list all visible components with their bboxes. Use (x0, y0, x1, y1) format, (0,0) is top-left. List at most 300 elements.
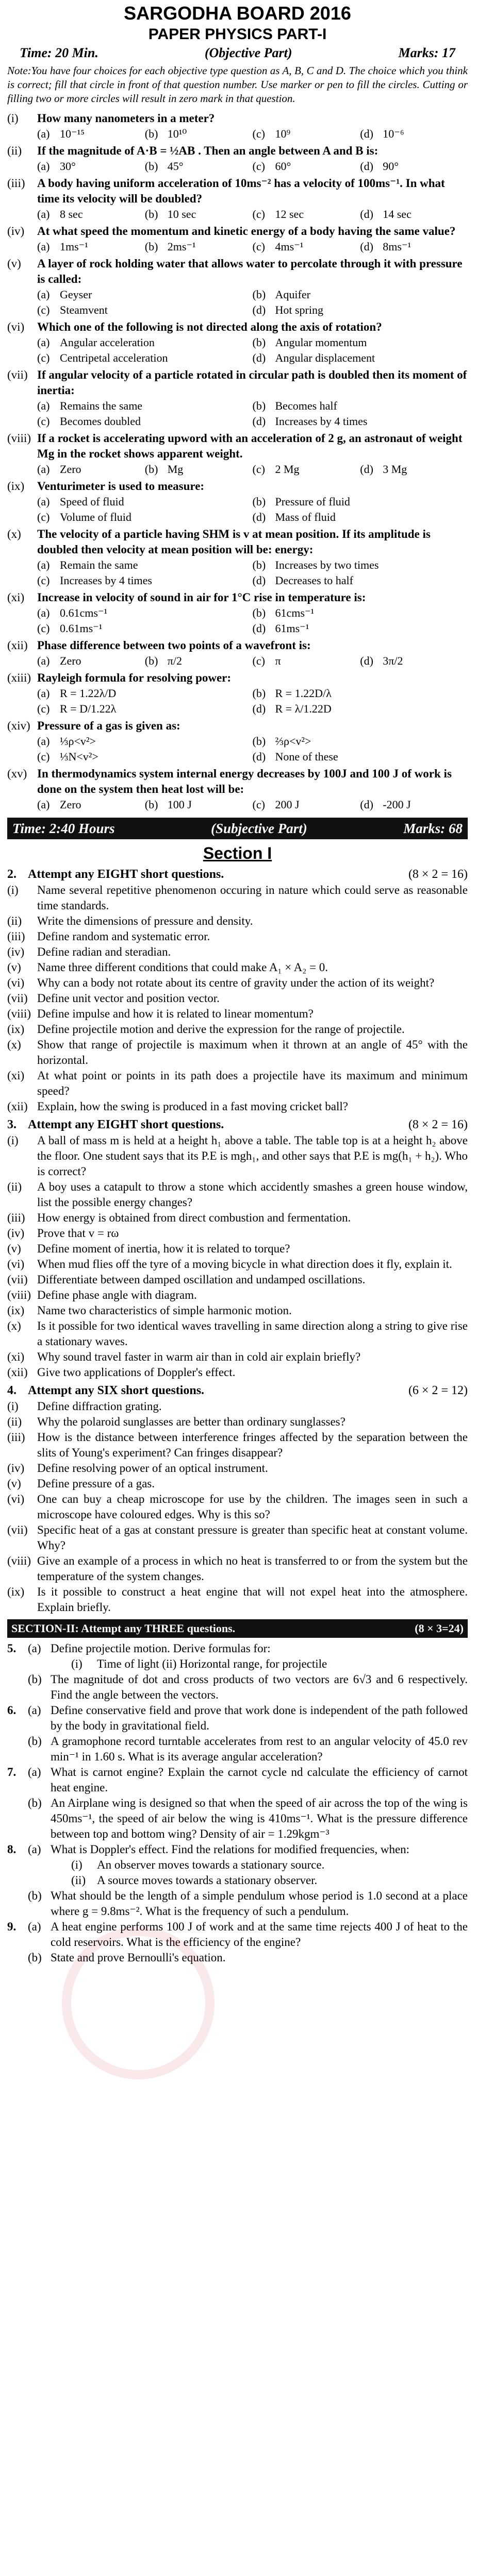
option-letter: (b) (252, 687, 266, 700)
item-number: (x) (7, 1038, 21, 1051)
part-letter: (a) (28, 1843, 41, 1856)
mcq-text: If angular velocity of a particle rotated in circular path is doubled then its moment of inertia: (37, 368, 467, 397)
mcq-option (37, 573, 253, 588)
board-title: SARGODHA BOARD 2016 (124, 3, 351, 24)
short-question-item (7, 1365, 468, 1380)
mcq-text: If the magnitude of A·B = ½AB . Then an angle between A and B is: (37, 144, 379, 157)
option-text: 10⁻⁶ (383, 127, 404, 140)
long-question-part (7, 1888, 468, 1919)
option-text: 90° (383, 160, 399, 173)
question-instruction: Attempt any SIX short questions. (28, 1384, 205, 1397)
option-letter: (b) (144, 160, 158, 173)
mcq-option (253, 653, 360, 669)
long-question-number (7, 1734, 28, 1765)
option-letter: (c) (252, 240, 265, 253)
mcq-option (253, 126, 360, 142)
option-letter: (c) (37, 574, 50, 587)
option-text: Decreases to half (275, 574, 353, 587)
mcq-question (7, 766, 468, 797)
mcq-option (145, 653, 253, 669)
short-question-item (7, 1476, 468, 1492)
item-text: Define random and systematic error. (37, 930, 210, 943)
mcq-question (7, 256, 468, 287)
mcq-option (37, 621, 253, 636)
short-question-item (7, 1414, 468, 1430)
part-letter: (b) (28, 1673, 42, 1686)
mcq-option (37, 494, 253, 510)
item-number: (iii) (7, 930, 25, 943)
item-text: One can buy a cheap microscope for use by the children. The images seen in such a microscope have coloured edges. Why is this so? (37, 1493, 468, 1521)
mcq-question (7, 527, 468, 557)
short-question-item (7, 1226, 468, 1241)
option-letter: (c) (252, 160, 265, 173)
option-text: Remains the same (60, 399, 143, 412)
option-text: 61cms⁻¹ (275, 606, 315, 619)
item-number: (iv) (7, 1462, 25, 1475)
sub-part-number: (i) (71, 1657, 83, 1670)
subjective-marks: Marks: 68 (403, 821, 463, 836)
paper-title: PAPER PHYSICS PART-I (148, 26, 327, 43)
long-question-number (7, 1672, 28, 1703)
question-instruction: Attempt any EIGHT short questions. (28, 868, 224, 881)
option-text: Aquifer (275, 288, 310, 301)
item-number: (viii) (7, 1289, 31, 1301)
mcq-option (37, 701, 253, 717)
short-question-heading (7, 866, 468, 883)
item-number: (v) (7, 1242, 21, 1255)
item-number: (ii) (7, 914, 22, 927)
option-text: 60° (275, 160, 291, 173)
mcq-number: (xi) (7, 591, 25, 604)
short-question-item (7, 1068, 468, 1099)
option-text: Centripetal acceleration (60, 351, 168, 364)
option-text: 8 sec (60, 208, 83, 221)
mcq-number: (i) (7, 112, 19, 125)
option-text: ⅓N<v²> (60, 750, 98, 763)
item-text: How is the distance between interference fringes affected by the separation between the slits of Young's experiment? Can fringes disappear? (37, 1431, 468, 1459)
mcq-question (7, 111, 468, 126)
option-text: Increases by two times (275, 558, 379, 571)
mcq-question (7, 590, 468, 605)
item-text: Why can a body not rotate about its centre of gravity under the action of its weight? (37, 976, 435, 989)
option-text: R = D/1.22λ (60, 702, 117, 715)
short-question-item (7, 1399, 468, 1414)
mcq-text: Which one of the following is not directed along the axis of rotation? (37, 320, 382, 333)
short-question-item (7, 1349, 468, 1365)
item-number: (vi) (7, 1493, 25, 1505)
mcq-option (145, 239, 253, 255)
mcq-text: Phase difference between two points of a wavefront is: (37, 639, 311, 652)
mcq-option (253, 159, 360, 174)
part-letter: (a) (28, 1704, 41, 1717)
option-text: R = λ/1.22D (275, 702, 332, 715)
objective-marks: Marks: 17 (398, 45, 455, 60)
mcq-question (7, 143, 468, 159)
mcq-option (253, 302, 468, 318)
item-text: When mud flies off the tyre of a moving bicycle in what direction does it fly, explain it. (37, 1258, 452, 1270)
option-letter: (b) (144, 127, 158, 140)
mcq-option (145, 126, 253, 142)
option-letter: (b) (252, 735, 266, 748)
item-text: Define moment of inertia, how it is related to torque? (37, 1242, 290, 1255)
part-text: The magnitude of dot and cross products of two vectors are 6√3 and 6 respectively. Find the angle between the vectors. (51, 1673, 468, 1701)
mcq-number: (iii) (7, 177, 25, 190)
item-text: At what point or points in its path does a projectile have its maximum and minimum speed? (37, 1069, 468, 1097)
question-2-block (7, 866, 468, 1114)
short-question-item (7, 1099, 468, 1114)
short-question-item (7, 1318, 468, 1349)
section-2-banner (7, 1619, 468, 1638)
short-question-item (7, 1553, 468, 1584)
short-question-heading (7, 1382, 468, 1399)
item-text: Define diffraction grating. (37, 1400, 162, 1413)
long-question-part (7, 1765, 468, 1795)
item-text: Is it possible to construct a heat engine that will not expel heat into the atmosphere. Explain briefly. (37, 1585, 468, 1614)
mcq-text: Pressure of a gas is given as: (37, 719, 180, 732)
mcq-question (7, 479, 468, 494)
option-letter: (b) (252, 606, 266, 619)
option-letter: (b) (144, 240, 158, 253)
mcq-option (253, 621, 468, 636)
short-question-item (7, 1492, 468, 1522)
mcq-option (360, 126, 468, 142)
part-text: Define projectile motion. Derive formulas for: (51, 1642, 271, 1655)
option-text: 30° (60, 160, 76, 173)
option-letter: (a) (37, 399, 50, 412)
short-question-item (7, 883, 468, 913)
mcq-option (253, 557, 468, 573)
item-text: Name several repetitive phenomenon occuring in nature which could serve as reasonable time standards. (37, 884, 468, 912)
mcq-option (37, 462, 145, 477)
mcq-option (37, 653, 145, 669)
option-text: Angular momentum (275, 336, 367, 349)
option-letter: (a) (37, 336, 50, 349)
option-text: R = 1.22D/λ (275, 687, 332, 700)
option-text: π (275, 654, 281, 667)
option-text: Zero (60, 798, 81, 811)
mcq-options (7, 287, 468, 318)
option-text: ⅓ρ<v²> (60, 735, 96, 748)
item-text: Name three different conditions that could make A₁ × A₂ = 0. (37, 961, 328, 974)
sub-part-text: An observer moves towards a stationary source. (97, 1858, 325, 1871)
short-question-item (7, 1133, 468, 1179)
mcq-option (253, 605, 468, 621)
sub-part-text: A source moves towards a stationary observer. (97, 1874, 318, 1887)
mcq-text: A body having uniform acceleration of 10ms⁻² has a velocity of 100ms⁻¹. In what time its velocity will be doubled? (37, 177, 445, 205)
subjective-banner (7, 818, 468, 839)
option-letter: (a) (37, 654, 50, 667)
option-text: Volume of fluid (60, 511, 131, 523)
item-text: Specific heat of a gas at constant pressure is greater than specific heat at constant volume. Why? (37, 1523, 468, 1552)
mcq-option (145, 462, 253, 477)
option-letter: (c) (37, 622, 50, 635)
part-letter: (b) (28, 1735, 42, 1748)
option-letter: (d) (360, 160, 373, 173)
mcq-option (253, 335, 468, 350)
option-letter: (c) (252, 127, 265, 140)
option-text: Geyser (60, 288, 92, 301)
short-question-item (7, 960, 468, 975)
short-question-item (7, 1006, 468, 1022)
mcq-options (7, 126, 468, 142)
question-marks: (8 × 2 = 16) (408, 1118, 468, 1131)
option-letter: (c) (252, 654, 265, 667)
item-number: (xii) (7, 1100, 28, 1113)
option-letter: (d) (360, 240, 373, 253)
option-text: -200 J (383, 798, 411, 811)
mcq-text: The velocity of a particle having SHM is v at mean position. If its amplitude is doubled then velocity at mean position will be: energy: (37, 528, 431, 556)
mcq-list (7, 111, 468, 812)
mcq-option (37, 287, 253, 302)
item-number: (xii) (7, 1366, 28, 1379)
part-letter: (a) (28, 1766, 41, 1778)
item-text: Give two applications of Doppler's effect. (37, 1366, 236, 1379)
option-letter: (b) (252, 399, 266, 412)
option-text: Mass of fluid (275, 511, 336, 523)
part-letter: (b) (28, 1889, 42, 1902)
option-letter: (a) (37, 160, 50, 173)
option-text: Steamvent (60, 303, 108, 316)
part-letter: (b) (28, 1797, 42, 1809)
short-question-item (7, 975, 468, 991)
mcq-options (7, 653, 468, 669)
mcq-option (253, 494, 468, 510)
mcq-text: A layer of rock holding water that allows water to percolate through it with pressure is called: (37, 257, 463, 285)
option-text: Pressure of fluid (275, 495, 350, 508)
short-question-item (7, 991, 468, 1006)
option-text: 0.61cms⁻¹ (60, 606, 108, 619)
mcq-option (145, 797, 253, 812)
mcq-option (253, 207, 360, 222)
mcq-option (253, 462, 360, 477)
question-marks: (8 × 2 = 16) (408, 868, 468, 881)
mcq-question (7, 224, 468, 239)
long-question-part (7, 1703, 468, 1734)
short-question-item (7, 1022, 468, 1037)
item-number: (iii) (7, 1431, 25, 1444)
item-text: Show that range of projectile is maximum when it thrown at an angle of 45° with the horizontal. (37, 1038, 468, 1066)
short-question-item (7, 1257, 468, 1272)
mcq-number: (ii) (7, 144, 22, 157)
mcq-number: (vii) (7, 368, 28, 381)
mcq-option (253, 797, 360, 812)
item-text: A ball of mass m is held at a height h₁ above a table. The table top is at a height h₂ above the floor. One student says that its P.E is mgh₁, and other says that P.E is mg(h₁ + h₂). Who is correct? (37, 1134, 468, 1178)
long-question-part (7, 1672, 468, 1703)
long-question-number: 6. (7, 1704, 17, 1717)
mcq-option (253, 398, 468, 414)
item-text: Write the dimensions of pressure and density. (37, 914, 253, 927)
part-letter: (b) (28, 1951, 42, 1964)
mcq-option (37, 414, 253, 429)
option-letter: (a) (37, 558, 50, 571)
short-question-item (7, 913, 468, 929)
mcq-option (145, 207, 253, 222)
option-text: 2ms⁻¹ (167, 240, 196, 253)
section-1-title: Section I (203, 844, 272, 862)
option-text: 61ms⁻¹ (275, 622, 309, 635)
subjective-time: Time: 2:40 Hours (12, 821, 115, 836)
option-text: 0.61ms⁻¹ (60, 622, 103, 635)
mcq-options (7, 239, 468, 255)
item-text: Differentiate between damped oscillation and undamped oscillations. (37, 1273, 366, 1286)
long-question-part (7, 1950, 468, 1965)
option-letter: (c) (37, 303, 50, 316)
instructions-note: Note:You have four choices for each objective type question as A, B, C and D. The choice which you think is correct; fill that circle in front of that question number. Use marker or pen to fill the circles. Cutting or filling two or more circles will result in zero mark in that question. (7, 64, 468, 105)
mcq-option (37, 126, 145, 142)
option-letter: (d) (252, 511, 266, 523)
mcq-options (7, 605, 468, 636)
item-text: Define radian and steradian. (37, 945, 171, 958)
mcq-number: (viii) (7, 432, 31, 445)
mcq-option (253, 749, 468, 765)
option-letter: (c) (37, 511, 50, 523)
item-number: (ii) (7, 1180, 22, 1193)
part-text: State and prove Bernoulli's equation. (51, 1951, 226, 1964)
option-text: ⅔ρ<v²> (275, 735, 311, 748)
option-letter: (a) (37, 495, 50, 508)
option-text: 3 Mg (383, 463, 407, 476)
mcq-option (37, 734, 253, 749)
option-letter: (c) (37, 415, 50, 428)
sub-part (7, 1873, 468, 1888)
mcq-option (253, 239, 360, 255)
mcq-option (37, 239, 145, 255)
mcq-option (37, 335, 253, 350)
part-text: What is Doppler's effect. Find the relations for modified frequencies, when: (51, 1843, 410, 1856)
item-text: Give an example of a process in which no heat is transferred to or from the system but the temperature of the system changes. (37, 1554, 468, 1583)
option-text: π/2 (167, 654, 182, 667)
mcq-question (7, 176, 468, 207)
option-letter: (c) (252, 798, 265, 811)
option-letter: (d) (360, 463, 373, 476)
option-letter: (d) (252, 303, 266, 316)
mcq-option (253, 573, 468, 588)
mcq-option (360, 159, 468, 174)
mcq-question (7, 431, 468, 462)
long-question-number: 8. (7, 1843, 17, 1856)
item-number: (viii) (7, 1554, 31, 1567)
option-letter: (d) (252, 622, 266, 635)
short-question-item (7, 1272, 468, 1287)
long-question-part (7, 1641, 468, 1656)
sub-part (7, 1656, 468, 1672)
option-text: Remain the same (60, 558, 138, 571)
short-question-item (7, 1241, 468, 1257)
item-number: (ix) (7, 1585, 25, 1598)
option-letter: (a) (37, 127, 50, 140)
mcq-number: (xiii) (7, 671, 31, 684)
mcq-number: (xiv) (7, 719, 30, 732)
long-question-part (7, 1734, 468, 1765)
mcq-option (253, 701, 468, 717)
part-text: A gramophone record turntable accelerates from rest to an angular velocity of 45.0 rev min⁻¹ in 1.60 s. What is its average angular acceleration? (51, 1735, 468, 1763)
long-question-number (7, 1888, 28, 1919)
short-question-item (7, 1179, 468, 1210)
mcq-option (37, 749, 253, 765)
option-letter: (a) (37, 208, 50, 221)
mcq-number: (xii) (7, 639, 28, 652)
option-letter: (a) (37, 288, 50, 301)
item-number: (i) (7, 1400, 19, 1413)
mcq-text: Increase in velocity of sound in air for 1°C rise in temperature is: (37, 591, 366, 604)
long-question-part (7, 1842, 468, 1857)
mcq-option (253, 734, 468, 749)
option-letter: (b) (252, 336, 266, 349)
mcq-text: At what speed the momentum and kinetic energy of a body having the same value? (37, 225, 456, 238)
item-number: (i) (7, 1134, 19, 1147)
objective-time: Time: 20 Min. (20, 45, 98, 60)
mcq-number: (vi) (7, 320, 25, 333)
option-text: R = 1.22λ/D (60, 687, 117, 700)
mcq-options (7, 159, 468, 174)
mcq-question (7, 319, 468, 335)
part-text: What should be the length of a simple pendulum whose period is 1.0 second at a place where g = 9.8ms⁻². What is the frequency of such a pendulum. (51, 1889, 468, 1918)
objective-meta (7, 44, 468, 62)
mcq-number: (iv) (7, 225, 25, 238)
option-letter: (b) (252, 288, 266, 301)
mcq-options (7, 734, 468, 765)
item-number: (iii) (7, 1211, 25, 1224)
option-text: 10¹⁰ (167, 127, 187, 140)
mcq-option (145, 159, 253, 174)
option-text: Increases by 4 times (60, 574, 152, 587)
sub-part (7, 1857, 468, 1873)
mcq-option (253, 414, 468, 429)
option-letter: (c) (37, 750, 50, 763)
item-number: (v) (7, 961, 21, 974)
option-letter: (c) (252, 208, 265, 221)
item-number: (vii) (7, 1523, 28, 1536)
section-2-title: SECTION-II: Attempt any THREE questions. (11, 1622, 236, 1635)
option-letter: (a) (37, 240, 50, 253)
item-number: (v) (7, 1477, 21, 1490)
item-text: How energy is obtained from direct combustion and fermentation. (37, 1211, 351, 1224)
mcq-text: In thermodynamics system internal energy decreases by 100J and 100 J of work is done on the system then heat lost will be: (37, 767, 452, 795)
option-text: Mg (167, 463, 184, 476)
mcq-options (7, 207, 468, 222)
item-number: (xi) (7, 1069, 25, 1082)
mcq-options (7, 686, 468, 717)
option-letter: (d) (360, 798, 373, 811)
question-number: 2. (7, 868, 17, 881)
mcq-option (253, 287, 468, 302)
mcq-options (7, 462, 468, 477)
option-text: 200 J (275, 798, 300, 811)
mcq-option (360, 462, 468, 477)
option-text: 4ms⁻¹ (275, 240, 304, 253)
mcq-option (360, 239, 468, 255)
option-text: 8ms⁻¹ (383, 240, 412, 253)
part-text: Define conservative field and prove that work done is independent of the path followed by the body in gravitational field. (51, 1704, 468, 1732)
part-letter: (a) (28, 1920, 41, 1933)
sub-part-text: Time of light (ii) Horizontal range, for projectile (97, 1657, 327, 1670)
long-question-number: 7. (7, 1766, 17, 1778)
mcq-option (253, 510, 468, 525)
option-text: None of these (275, 750, 338, 763)
short-question-item (7, 1287, 468, 1303)
option-text: Angular displacement (275, 351, 375, 364)
option-text: 14 sec (383, 208, 412, 221)
option-text: 1ms⁻¹ (60, 240, 88, 253)
item-number: (iv) (7, 945, 25, 958)
mcq-text: Rayleigh formula for resolving power: (37, 671, 232, 684)
option-letter: (d) (252, 351, 266, 364)
part-text: What is carnot engine? Explain the carnot cycle nd calculate the efficiency of carnot heat engine. (51, 1766, 468, 1794)
option-letter: (d) (360, 654, 373, 667)
item-text: Explain, how the swing is produced in a fast moving cricket ball? (37, 1100, 348, 1113)
mcq-option (37, 557, 253, 573)
item-number: (vi) (7, 1258, 25, 1270)
